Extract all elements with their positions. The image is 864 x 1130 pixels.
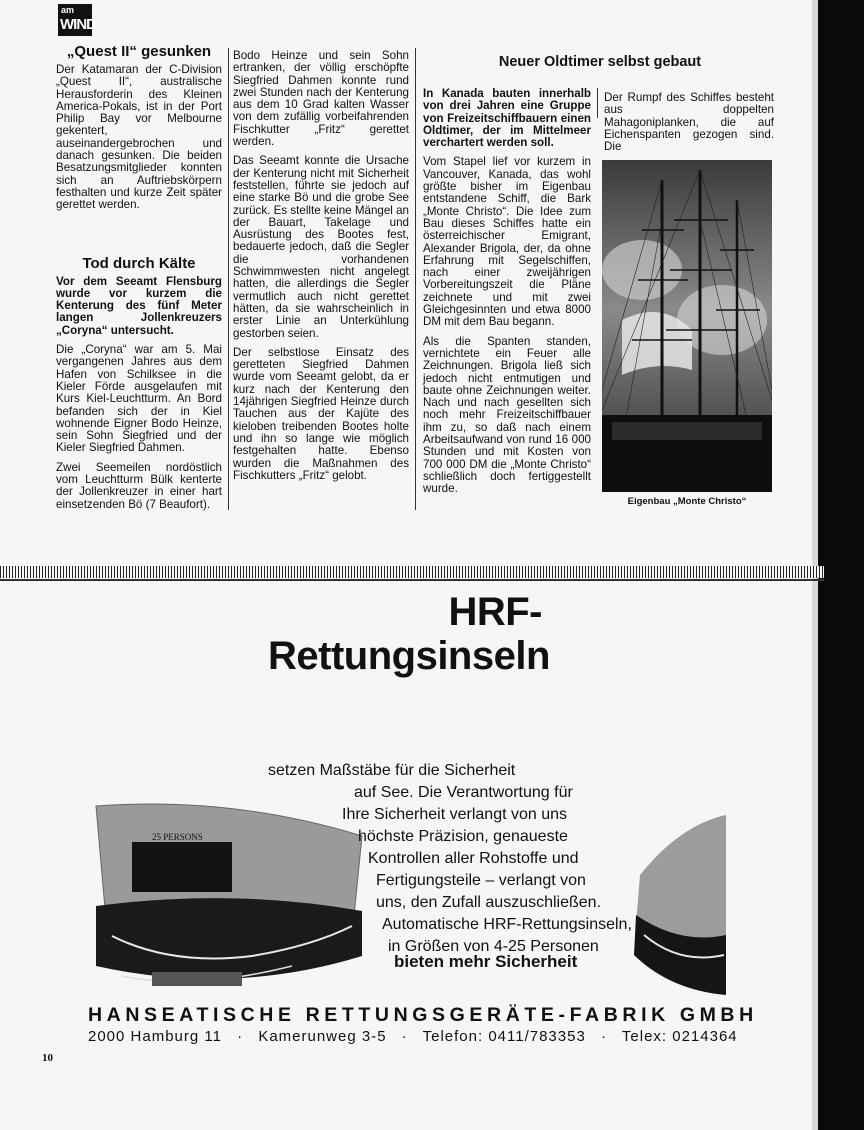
ad-line: setzen Maßstäbe für die Sicherheit	[268, 762, 516, 779]
column-divider	[597, 88, 598, 118]
ad-line: Kontrollen aller Rohstoffe und	[368, 850, 579, 867]
address-separator: ·	[401, 1028, 408, 1045]
ad-title-line-1: HRF-	[448, 590, 542, 634]
ad-claim: bieten mehr Sicherheit	[394, 952, 578, 971]
oldtimer-paragraph-2: Als die Spanten standen, vernichtete ein Feuer alle Zeichnungen. Brigola ließ sich jedoch nicht entmutigen und baute ohne Zeichnungen weiter. Nach und nach gesellten sich noch mehr Freizeitschiffbauer ihm zu, so daß nach einem Arbeitsaufwand von rund 16 000 Stunden und mit Kosten von 700 000 DM die „Monte Christo“ schließlich doch fertiggestellt wurde.	[423, 334, 591, 496]
address-street: Kamerunweg 3-5	[258, 1028, 387, 1045]
company-address	[88, 1028, 748, 1045]
ship-illustration	[602, 160, 772, 492]
column-1	[56, 44, 222, 518]
scan-edge-shadow	[818, 0, 864, 1130]
tod-headline: Tod durch Kälte	[82, 254, 196, 272]
column-4	[604, 92, 774, 160]
address-city: 2000 Hamburg 11	[88, 1028, 222, 1045]
address-separator: ·	[237, 1028, 244, 1045]
logo-top: am	[61, 5, 75, 15]
page-number: 10	[42, 1052, 53, 1064]
oldtimer-headline: Neuer Oldtimer selbst gebaut	[498, 54, 702, 70]
section-separator	[0, 566, 824, 578]
column-divider	[228, 48, 229, 510]
tod-continued-1: Bodo Heinze und sein Sohn ertranken, der völlig erschöpfte Siegfried Dahmen konnte rund zwei Stunden nach der Kenterung aus dem 10 Grad kalten Wasser von dem zufällig vorbeifahrenden Fischkutter „Fritz“ gerettet werden.	[233, 49, 409, 149]
oldtimer-lead: In Kanada bauten innerhalb von drei Jahren eine Gruppe von Freizeitschiffbauern einen Oldtimer, der im Mittelmeer verchartert werden soll.	[423, 87, 591, 150]
tod-continued-3: Der selbstlose Einsatz des geretteten Siegfried Dahmen wurde vom Seeamt gelobt, da er kurz nach der Kenterung den 14jährigen Siegfried Heinze durch Tauchen aus der Kajüte des kieloben treibenden Bootes holte und ihn so lange wie möglich festgehalten hatte. Ebenso wurden die Maßnahmen des Fischkutters „Fritz“ gelobt.	[233, 345, 409, 482]
ad-line: auf See. Die Verantwortung für	[354, 784, 573, 801]
tod-paragraph-2: Zwei Seemeilen nordöstlich vom Leuchtturm Bülk kenterte der Jollenkreuzer in einer hart einsetzenden Bö (7 Beaufort).	[56, 460, 222, 511]
ship-photo	[602, 160, 772, 492]
ad-line: höchste Präzision, genaueste	[358, 828, 568, 845]
separator-line	[0, 579, 824, 581]
company-name: HANSEATISCHE RETTUNGSGERÄTE-FABRIK GMBH	[88, 1004, 758, 1026]
address-separator: ·	[600, 1028, 607, 1045]
tod-paragraph-1: Die „Coryna“ war am 5. Mai vergangenen Jahres aus dem Hafen von Schilksee in die Kieler Förde ausgelaufen mit Kurs Kiel-Leuchtturm. An Bord befanden sich der in Kiel wohnende Eigner Bodo Heinze, sein Sohn Siegfried und der Kieler Siegfried Dahmen.	[56, 343, 222, 455]
ad-line: uns, den Zufall auszuschließen.	[376, 894, 602, 911]
ad-title	[268, 590, 558, 678]
raft-label: 25 PERSONS	[152, 832, 203, 842]
tod-lead: Vor dem Seeamt Flensburg wurde vor kurzem die Kenterung des fünf Meter langen Jollenkreuzers „Coryna“ untersucht.	[56, 274, 222, 337]
ad-line: Fertigungsteile – verlangt von	[376, 872, 586, 889]
photo-caption: Eigenbau „Monte Christo“	[627, 496, 747, 507]
ad-line: in Größen von 4-25 Personen	[388, 938, 599, 955]
column-divider	[415, 48, 416, 510]
quest-headline: „Quest II“ gesunken	[66, 43, 212, 60]
ad-line: Ihre Sicherheit verlangt von uns	[342, 806, 568, 823]
logo-bottom: WIND	[60, 16, 96, 33]
oldtimer-side-text: Der Rumpf des Schiffes besteht aus doppelten Mahagoniplanken, die auf Eichenspanten gezogen sind. Die	[604, 91, 774, 154]
liferaft-image-right	[630, 815, 730, 995]
address-telex: Telex: 0214364	[621, 1028, 738, 1045]
ad-body	[250, 760, 640, 958]
ad-title-line-2: Rettungsinseln	[268, 634, 550, 678]
column-2	[233, 50, 409, 489]
column-3	[423, 88, 591, 503]
quest-paragraph: Der Katamaran der C-Division „Quest II“, australische Herausforderin des Kleinen America-Pokals, ist in der Port Philip Bay vor Melbourne gekentert, auseinandergebrochen und danach gesunken. Die beiden Besatzungsmitglieder konnten sich an Auftriebskörpern festhalten und kurze Zeit später gerettet werden.	[56, 63, 222, 212]
address-phone: Telefon: 0411/783353	[422, 1028, 586, 1045]
oldtimer-paragraph-1: Vom Stapel lief vor kurzem in Vancouver, Kanada, das wohl größte bisher im Eigenbau entstandene Schiff, die Bark „Monte Christo“. Die Idee zum Bau dieses Schiffes hatte ein österreichischer Emigrant, Alexander Brigola, der, da ohne Erfahrung mit Segelschiffen, nach einer zweijährigen Vorbereitungszeit die Pläne zeichnete und mit zwei Gleichgesinnten und etwa 8000 DM mit dem Bau begann.	[423, 155, 591, 329]
magazine-logo	[58, 4, 96, 36]
tod-continued-2: Das Seeamt konnte die Ursache der Kenterung nicht mit Sicherheit feststellen, führte sie jedoch auf eine starke Bö und die grobe See zurück. Es stellte keine Mängel an der Bauart, Takelage und Ausrüstung des Bootes fest, bedauerte jedoch, daß die Segler die vorhandenen Schwimmwesten nicht angelegt hatten, die allerdings die Segler vermutlich auch nicht gerettet hätten, da sie wahrscheinlich in erster Linie an Unterkühlung gestorben seien.	[233, 154, 409, 340]
ad-line: Automatische HRF-Rettungsinseln,	[382, 916, 632, 933]
